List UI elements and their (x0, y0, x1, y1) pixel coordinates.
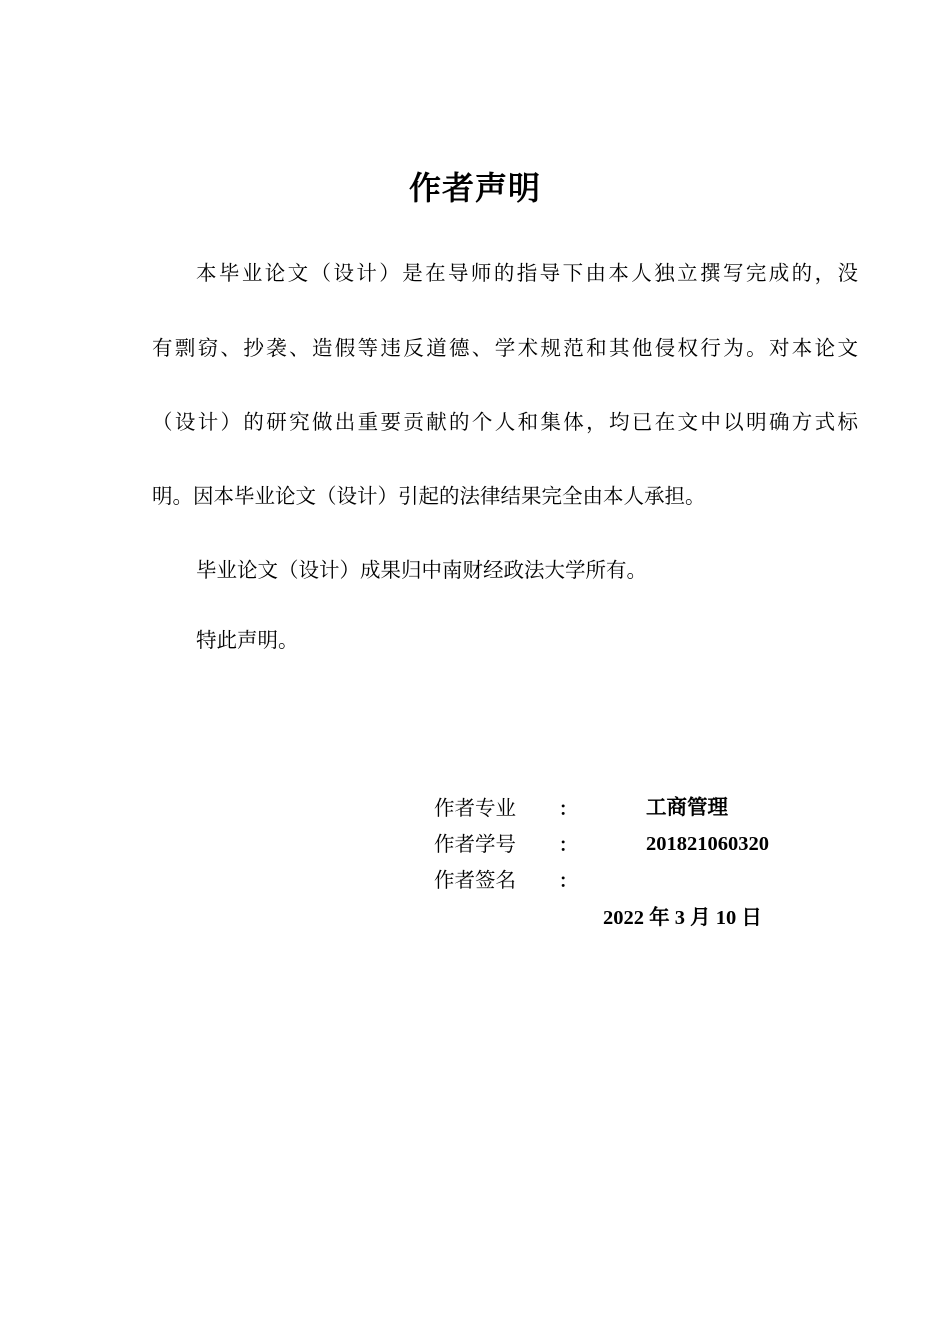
signature-colon: ： (559, 871, 577, 892)
paragraph-1-line-3: （设计）的研究做出重要贡献的个人和集体，均已在文中以明确方式标 (152, 410, 858, 434)
signature-label: 作者签名 (434, 868, 516, 892)
paragraph-1-line-1: 本毕业论文（设计）是在导师的指导下由本人独立撰写完成的，没 (196, 261, 858, 285)
major-value: 工商管理 (646, 797, 728, 819)
major-label: 作者专业 (434, 796, 516, 820)
student-id-value: 201821060320 (646, 833, 769, 855)
paragraph-2: 毕业论文（设计）成果归中南财经政法大学所有。 (196, 558, 647, 582)
declaration-date: 2022 年 3 月 10 日 (603, 907, 762, 929)
paragraph-1-line-2: 有剽窃、抄袭、造假等违反道德、学术规范和其他侵权行为。对本论文 (152, 336, 858, 360)
student-id-colon: ： (559, 835, 577, 856)
paragraph-1-line-4: 明。因本毕业论文（设计）引起的法律结果完全由本人承担。 (152, 484, 706, 508)
paragraph-3: 特此声明。 (196, 628, 299, 652)
student-id-label: 作者学号 (434, 832, 516, 856)
major-colon: ： (559, 799, 577, 820)
page-title: 作者声明 (408, 169, 541, 207)
